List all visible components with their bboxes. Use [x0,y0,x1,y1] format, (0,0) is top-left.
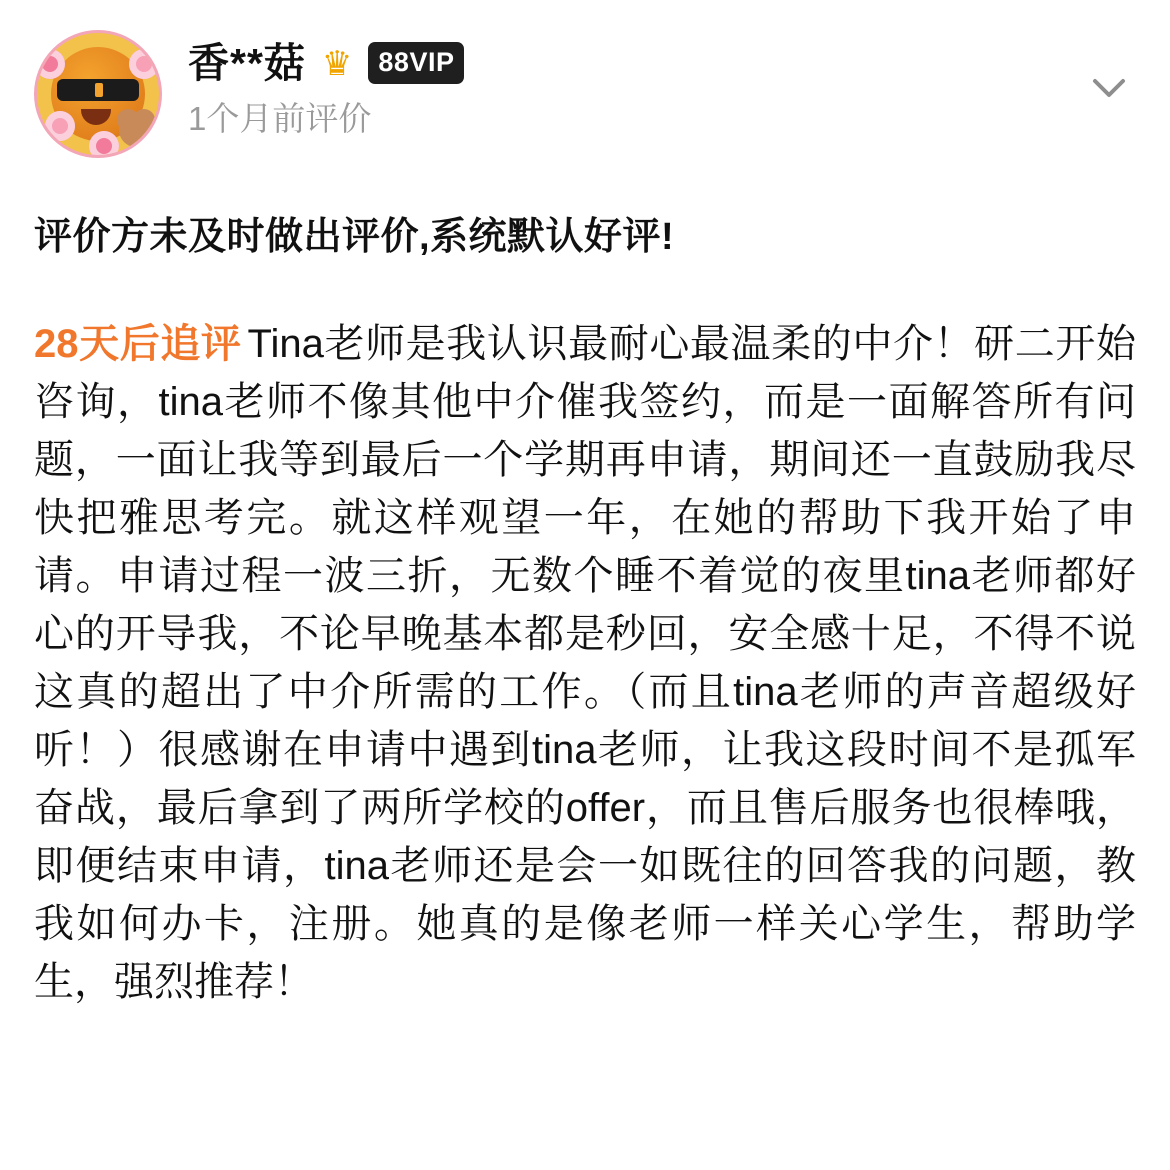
vip-badge[interactable]: 88VIP [368,42,464,84]
review-header [34,30,1136,170]
user-info [188,30,1136,135]
avatar-sunglasses-icon [57,79,139,101]
avatar-bear-icon [119,113,153,147]
first-comment-text: 评价方未及时做出评价,系统默认好评! [34,216,675,258]
avatar-flower-icon [35,49,65,79]
avatar-flower-icon [129,49,159,79]
username: 香**菇 [188,39,306,86]
avatar[interactable] [34,30,162,158]
append-comment-label: 28天后追评 [34,322,242,367]
append-comment [34,315,1136,1011]
avatar-flower-icon [45,111,75,141]
chevron-down-icon[interactable] [1086,64,1132,110]
username-row [188,39,1136,86]
crown-icon: ♛ [321,45,353,83]
append-comment-text: Tina老师是我认识最耐心最温柔的中介！研二开始咨询，tina老师不像其他中介催我签约，而是一面解答所有问题，一面让我等到最后一个学期再申请，期间还一直鼓励我尽快把雅思考完。就这样观望一年，在她的帮助下我开始了申请。申请过程一波三折，无数个睡不着觉的夜里tina老师都好心的开导我，不论早晚基本都是秒回，安全感十足，不得不说这真的超出了中介所需的工作。（而且tina老师的声音超级好听！）很感谢在申请中遇到tina老师，让我这段时间不是孤军奋战，最后拿到了两所学校的offer，而且售后服务也很棒哦，即便结束申请，tina老师还是会一如既往的回答我的问题，教我如何办卡，注册。她真的是像老师一样关心学生，帮助学生，强烈推荐！ [34,322,1136,1005]
avatar-flower-icon [89,131,119,158]
review-timestamp: 1个月前评价 [188,100,372,137]
